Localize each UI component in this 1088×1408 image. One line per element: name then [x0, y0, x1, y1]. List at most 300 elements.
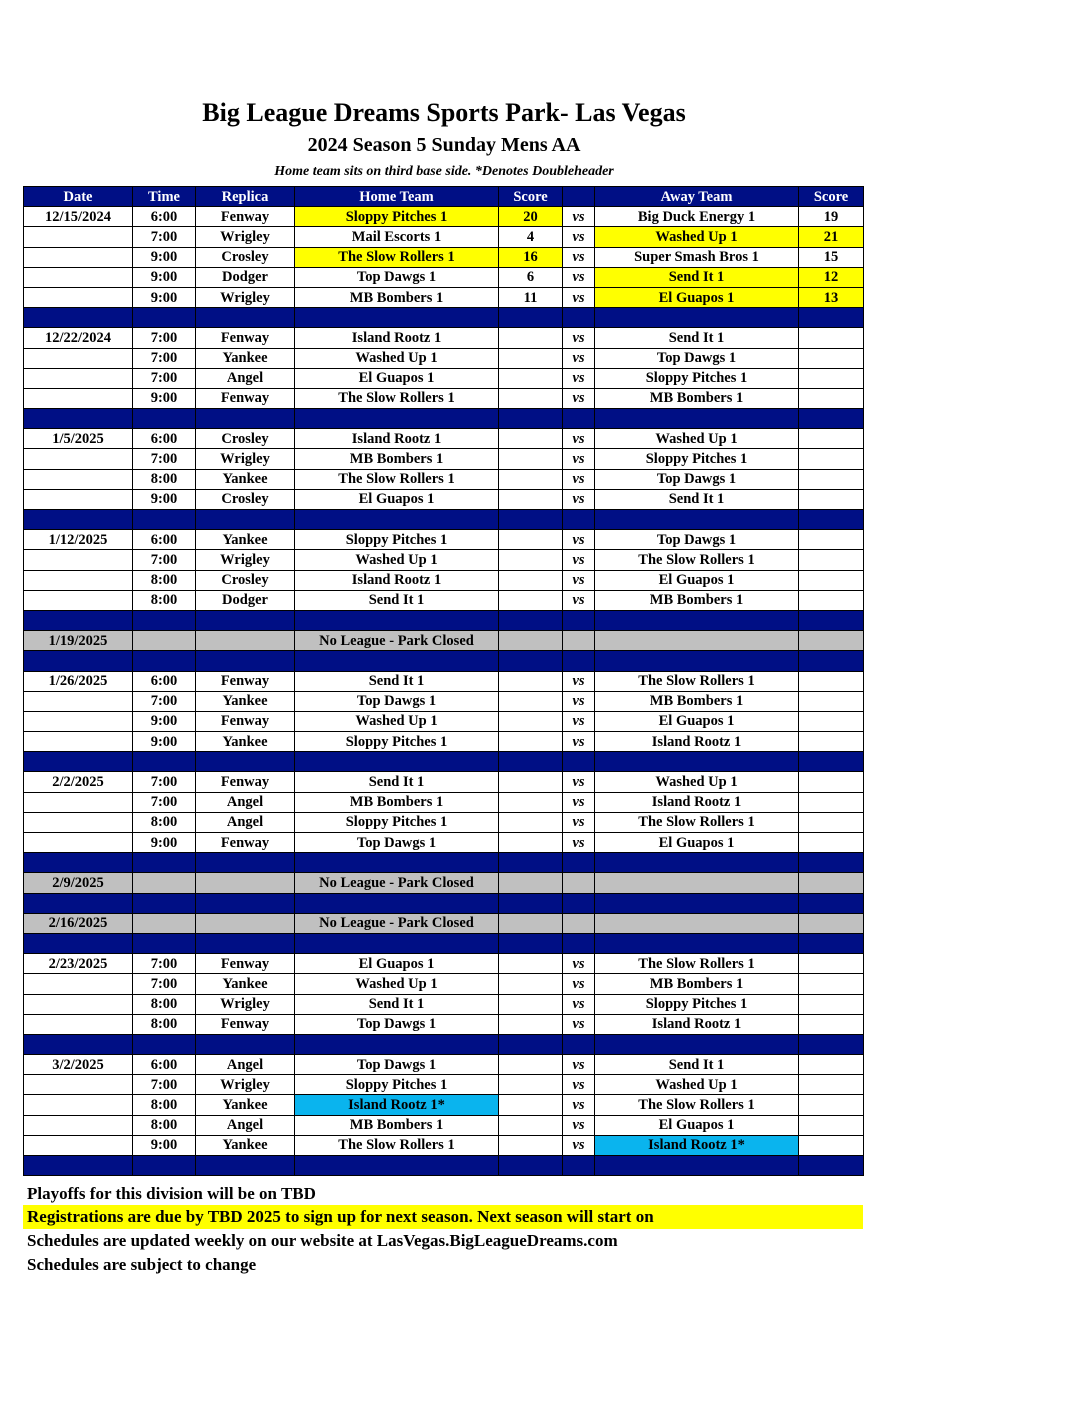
empty-cell: [595, 631, 799, 651]
website-note: Schedules are updated weekly on our website at LasVegas.BigLeagueDreams.com: [27, 1231, 618, 1250]
vs-cell: vs: [563, 207, 595, 227]
separator-cell: [499, 308, 563, 328]
home-team-cell: Island Rootz 1: [295, 570, 499, 590]
date-cell: 3/2/2025: [24, 1055, 133, 1075]
home-team-cell: Washed Up 1: [295, 348, 499, 368]
home-score-cell: [499, 489, 563, 509]
away-score-cell: [799, 772, 864, 792]
home-score-cell: 20: [499, 207, 563, 227]
vs-cell: vs: [563, 247, 595, 267]
col-header-away-team: Away Team: [595, 187, 799, 207]
empty-cell: [499, 873, 563, 893]
time-cell: 9:00: [133, 1135, 196, 1155]
time-cell: 6:00: [133, 207, 196, 227]
replica-cell: Fenway: [196, 1014, 295, 1034]
time-cell: 6:00: [133, 671, 196, 691]
home-team-cell: MB Bombers 1: [295, 1115, 499, 1135]
date-cell: [24, 348, 133, 368]
date-cell: [24, 287, 133, 307]
separator-cell: [799, 610, 864, 630]
vs-cell: vs: [563, 994, 595, 1014]
away-team-cell: Island Rootz 1: [595, 732, 799, 752]
date-cell: [24, 449, 133, 469]
time-cell: 9:00: [133, 247, 196, 267]
time-cell: 6:00: [133, 1055, 196, 1075]
home-team-cell: Sloppy Pitches 1: [295, 812, 499, 832]
separator-cell: [196, 308, 295, 328]
game-row: [24, 267, 864, 287]
away-score-cell: [799, 469, 864, 489]
replica-cell: [196, 873, 295, 893]
time-cell: 7:00: [133, 348, 196, 368]
separator-cell: [295, 1034, 499, 1054]
away-score-cell: [799, 974, 864, 994]
away-team-cell: Send It 1: [595, 328, 799, 348]
away-score-cell: 15: [799, 247, 864, 267]
time-cell: [133, 913, 196, 933]
home-score-cell: [499, 368, 563, 388]
home-team-cell: The Slow Rollers 1: [295, 1135, 499, 1155]
date-cell: 2/9/2025: [24, 873, 133, 893]
separator-cell: [499, 610, 563, 630]
home-score-cell: [499, 550, 563, 570]
separator-cell: [24, 1156, 133, 1176]
separator-cell: [595, 893, 799, 913]
away-score-cell: 12: [799, 267, 864, 287]
replica-cell: Wrigley: [196, 227, 295, 247]
date-cell: 2/2/2025: [24, 772, 133, 792]
away-score-cell: 19: [799, 207, 864, 227]
separator-cell: [499, 651, 563, 671]
home-team-cell: Top Dawgs 1: [295, 1014, 499, 1034]
away-score-cell: [799, 1055, 864, 1075]
replica-cell: [196, 631, 295, 651]
empty-cell: [595, 913, 799, 933]
away-score-cell: [799, 449, 864, 469]
replica-cell: Yankee: [196, 1135, 295, 1155]
time-cell: 7:00: [133, 792, 196, 812]
away-team-cell: MB Bombers 1: [595, 388, 799, 408]
date-cell: [24, 711, 133, 731]
separator-cell: [295, 933, 499, 953]
game-row: [24, 429, 864, 449]
replica-cell: Yankee: [196, 348, 295, 368]
home-score-cell: [499, 1075, 563, 1095]
separator-cell: [563, 752, 595, 772]
separator-cell: [133, 933, 196, 953]
home-score-cell: [499, 328, 563, 348]
playoffs-note: Playoffs for this division will be on TBD: [27, 1184, 316, 1203]
col-header-vs: [563, 187, 595, 207]
home-score-cell: [499, 388, 563, 408]
away-team-cell: Send It 1: [595, 1055, 799, 1075]
replica-cell: Crosley: [196, 489, 295, 509]
time-cell: 7:00: [133, 368, 196, 388]
separator-row: [24, 1034, 864, 1054]
home-team-cell: Send It 1: [295, 590, 499, 610]
away-team-cell: Island Rootz 1: [595, 792, 799, 812]
replica-cell: Wrigley: [196, 287, 295, 307]
separator-cell: [595, 308, 799, 328]
date-cell: 12/22/2024: [24, 328, 133, 348]
vs-cell: vs: [563, 1014, 595, 1034]
date-cell: [24, 247, 133, 267]
home-score-cell: [499, 1135, 563, 1155]
separator-cell: [196, 933, 295, 953]
home-team-cell: Top Dawgs 1: [295, 691, 499, 711]
away-team-cell: The Slow Rollers 1: [595, 1095, 799, 1115]
away-score-cell: [799, 348, 864, 368]
home-score-cell: [499, 772, 563, 792]
closed-row: [24, 873, 864, 893]
separator-cell: [563, 1034, 595, 1054]
away-score-cell: 13: [799, 287, 864, 307]
separator-cell: [595, 752, 799, 772]
separator-cell: [295, 893, 499, 913]
replica-cell: Crosley: [196, 247, 295, 267]
away-score-cell: 21: [799, 227, 864, 247]
separator-cell: [24, 1034, 133, 1054]
home-score-cell: [499, 1014, 563, 1034]
home-team-cell: Send It 1: [295, 671, 499, 691]
separator-cell: [133, 651, 196, 671]
separator-cell: [799, 893, 864, 913]
away-team-cell: Island Rootz 1: [595, 1014, 799, 1034]
date-cell: 2/16/2025: [24, 913, 133, 933]
separator-cell: [595, 651, 799, 671]
away-team-cell: El Guapos 1: [595, 711, 799, 731]
col-header-date: Date: [24, 187, 133, 207]
separator-cell: [499, 893, 563, 913]
separator-cell: [196, 1034, 295, 1054]
away-team-cell: MB Bombers 1: [595, 590, 799, 610]
home-score-cell: [499, 590, 563, 610]
away-score-cell: [799, 833, 864, 853]
vs-cell: vs: [563, 812, 595, 832]
away-score-cell: [799, 1075, 864, 1095]
home-score-cell: [499, 812, 563, 832]
vs-cell: vs: [563, 772, 595, 792]
time-cell: 8:00: [133, 590, 196, 610]
away-score-cell: [799, 994, 864, 1014]
time-cell: 7:00: [133, 1075, 196, 1095]
game-row: [24, 590, 864, 610]
vs-cell: vs: [563, 691, 595, 711]
separator-cell: [499, 1034, 563, 1054]
vs-cell: vs: [563, 1075, 595, 1095]
time-cell: 7:00: [133, 550, 196, 570]
separator-cell: [295, 510, 499, 530]
separator-cell: [499, 933, 563, 953]
empty-cell: [563, 913, 595, 933]
home-team-cell: MB Bombers 1: [295, 449, 499, 469]
home-team-cell: Island Rootz 1*: [295, 1095, 499, 1115]
away-team-cell: The Slow Rollers 1: [595, 954, 799, 974]
vs-cell: vs: [563, 1135, 595, 1155]
date-cell: 1/26/2025: [24, 671, 133, 691]
separator-cell: [24, 651, 133, 671]
separator-cell: [295, 610, 499, 630]
replica-cell: Fenway: [196, 207, 295, 227]
col-header-time: Time: [133, 187, 196, 207]
home-score-cell: 16: [499, 247, 563, 267]
vs-cell: vs: [563, 530, 595, 550]
away-score-cell: [799, 711, 864, 731]
vs-cell: vs: [563, 388, 595, 408]
replica-cell: Wrigley: [196, 1075, 295, 1095]
separator-cell: [799, 651, 864, 671]
date-cell: [24, 792, 133, 812]
home-score-cell: 6: [499, 267, 563, 287]
separator-cell: [24, 409, 133, 429]
registration-note: Registrations are due by TBD 2025 to sign up for next season. Next season will start on: [23, 1205, 863, 1229]
away-score-cell: [799, 489, 864, 509]
replica-cell: Wrigley: [196, 550, 295, 570]
away-score-cell: [799, 691, 864, 711]
vs-cell: vs: [563, 1055, 595, 1075]
away-team-cell: The Slow Rollers 1: [595, 550, 799, 570]
home-team-cell: Island Rootz 1: [295, 328, 499, 348]
away-team-cell: Top Dawgs 1: [595, 530, 799, 550]
page-subtitle: 2024 Season 5 Sunday Mens AA: [307, 134, 581, 156]
away-score-cell: [799, 550, 864, 570]
away-score-cell: [799, 570, 864, 590]
separator-cell: [595, 853, 799, 873]
game-row: [24, 1075, 864, 1095]
time-cell: 7:00: [133, 691, 196, 711]
game-row: [24, 833, 864, 853]
away-team-cell: Sloppy Pitches 1: [595, 368, 799, 388]
empty-cell: [499, 631, 563, 651]
home-score-cell: [499, 1055, 563, 1075]
game-row: [24, 348, 864, 368]
time-cell: 8:00: [133, 1095, 196, 1115]
replica-cell: Wrigley: [196, 449, 295, 469]
time-cell: 7:00: [133, 954, 196, 974]
home-team-cell: Send It 1: [295, 994, 499, 1014]
date-cell: [24, 469, 133, 489]
separator-cell: [563, 308, 595, 328]
home-score-cell: [499, 1115, 563, 1135]
separator-cell: [499, 409, 563, 429]
away-score-cell: [799, 429, 864, 449]
home-score-cell: [499, 1095, 563, 1115]
home-team-cell: El Guapos 1: [295, 954, 499, 974]
time-cell: 9:00: [133, 388, 196, 408]
date-cell: 1/19/2025: [24, 631, 133, 651]
separator-cell: [295, 308, 499, 328]
game-row: [24, 812, 864, 832]
vs-cell: vs: [563, 711, 595, 731]
separator-cell: [24, 933, 133, 953]
home-team-cell: El Guapos 1: [295, 489, 499, 509]
home-team-cell: Mail Escorts 1: [295, 227, 499, 247]
time-cell: 7:00: [133, 974, 196, 994]
vs-cell: vs: [563, 267, 595, 287]
separator-cell: [595, 1034, 799, 1054]
home-team-cell: Washed Up 1: [295, 550, 499, 570]
schedule-note: Home team sits on third base side. *Denotes Doubleheader: [274, 164, 614, 179]
away-team-cell: Send It 1: [595, 267, 799, 287]
vs-cell: vs: [563, 732, 595, 752]
replica-cell: Fenway: [196, 954, 295, 974]
separator-cell: [563, 610, 595, 630]
schedule-body: [24, 207, 864, 1176]
closed-text: No League - Park Closed: [295, 913, 499, 933]
home-score-cell: [499, 833, 563, 853]
separator-cell: [133, 1034, 196, 1054]
separator-cell: [133, 752, 196, 772]
separator-cell: [133, 510, 196, 530]
empty-cell: [499, 913, 563, 933]
game-row: [24, 1135, 864, 1155]
separator-row: [24, 893, 864, 913]
away-team-cell: Big Duck Energy 1: [595, 207, 799, 227]
separator-cell: [563, 933, 595, 953]
separator-cell: [196, 752, 295, 772]
away-score-cell: [799, 388, 864, 408]
replica-cell: Yankee: [196, 691, 295, 711]
away-score-cell: [799, 671, 864, 691]
game-row: [24, 489, 864, 509]
game-row: [24, 530, 864, 550]
game-row: [24, 792, 864, 812]
time-cell: 9:00: [133, 489, 196, 509]
home-team-cell: MB Bombers 1: [295, 287, 499, 307]
away-team-cell: El Guapos 1: [595, 833, 799, 853]
time-cell: 9:00: [133, 287, 196, 307]
replica-cell: Yankee: [196, 1095, 295, 1115]
separator-row: [24, 651, 864, 671]
separator-row: [24, 752, 864, 772]
separator-cell: [799, 1156, 864, 1176]
separator-cell: [563, 893, 595, 913]
away-team-cell: Washed Up 1: [595, 1075, 799, 1095]
away-team-cell: Send It 1: [595, 489, 799, 509]
change-note: Schedules are subject to change: [27, 1255, 257, 1274]
game-row: [24, 1014, 864, 1034]
time-cell: 7:00: [133, 449, 196, 469]
separator-cell: [799, 1034, 864, 1054]
game-row: [24, 1115, 864, 1135]
time-cell: 8:00: [133, 570, 196, 590]
separator-cell: [799, 409, 864, 429]
time-cell: [133, 873, 196, 893]
date-cell: [24, 590, 133, 610]
vs-cell: vs: [563, 590, 595, 610]
away-team-cell: Top Dawgs 1: [595, 348, 799, 368]
separator-cell: [295, 651, 499, 671]
away-score-cell: [799, 1014, 864, 1034]
vs-cell: vs: [563, 550, 595, 570]
home-score-cell: [499, 348, 563, 368]
date-cell: [24, 1014, 133, 1034]
time-cell: 9:00: [133, 732, 196, 752]
game-row: [24, 974, 864, 994]
time-cell: 9:00: [133, 711, 196, 731]
closed-text: No League - Park Closed: [295, 873, 499, 893]
home-score-cell: [499, 570, 563, 590]
replica-cell: Angel: [196, 368, 295, 388]
home-score-cell: [499, 691, 563, 711]
vs-cell: vs: [563, 833, 595, 853]
game-row: [24, 227, 864, 247]
date-cell: 12/15/2024: [24, 207, 133, 227]
separator-cell: [133, 853, 196, 873]
separator-cell: [799, 752, 864, 772]
date-cell: [24, 267, 133, 287]
separator-cell: [799, 308, 864, 328]
replica-cell: [196, 913, 295, 933]
separator-row: [24, 1156, 864, 1176]
vs-cell: vs: [563, 449, 595, 469]
empty-cell: [799, 873, 864, 893]
game-row: [24, 247, 864, 267]
home-score-cell: [499, 449, 563, 469]
away-score-cell: [799, 328, 864, 348]
home-team-cell: Top Dawgs 1: [295, 1055, 499, 1075]
date-cell: [24, 570, 133, 590]
home-team-cell: MB Bombers 1: [295, 792, 499, 812]
date-cell: [24, 833, 133, 853]
replica-cell: Crosley: [196, 429, 295, 449]
time-cell: 9:00: [133, 267, 196, 287]
separator-cell: [799, 510, 864, 530]
col-header-replica: Replica: [196, 187, 295, 207]
separator-cell: [196, 1156, 295, 1176]
closed-row: [24, 913, 864, 933]
separator-row: [24, 933, 864, 953]
date-cell: [24, 227, 133, 247]
vs-cell: vs: [563, 570, 595, 590]
replica-cell: Fenway: [196, 772, 295, 792]
separator-cell: [24, 308, 133, 328]
col-header-home-team: Home Team: [295, 187, 499, 207]
date-cell: [24, 1095, 133, 1115]
vs-cell: vs: [563, 227, 595, 247]
separator-row: [24, 409, 864, 429]
empty-cell: [563, 631, 595, 651]
home-team-cell: The Slow Rollers 1: [295, 469, 499, 489]
vs-cell: vs: [563, 469, 595, 489]
game-row: [24, 994, 864, 1014]
home-team-cell: El Guapos 1: [295, 368, 499, 388]
time-cell: 8:00: [133, 994, 196, 1014]
vs-cell: vs: [563, 974, 595, 994]
home-score-cell: [499, 671, 563, 691]
away-score-cell: [799, 1095, 864, 1115]
separator-cell: [133, 1156, 196, 1176]
empty-cell: [563, 873, 595, 893]
home-team-cell: The Slow Rollers 1: [295, 247, 499, 267]
separator-cell: [196, 651, 295, 671]
separator-cell: [563, 651, 595, 671]
away-team-cell: Top Dawgs 1: [595, 469, 799, 489]
separator-cell: [563, 510, 595, 530]
separator-row: [24, 610, 864, 630]
away-team-cell: Super Smash Bros 1: [595, 247, 799, 267]
away-team-cell: Sloppy Pitches 1: [595, 449, 799, 469]
home-team-cell: Island Rootz 1: [295, 429, 499, 449]
home-team-cell: Washed Up 1: [295, 711, 499, 731]
home-team-cell: The Slow Rollers 1: [295, 388, 499, 408]
away-score-cell: [799, 1115, 864, 1135]
separator-cell: [295, 853, 499, 873]
replica-cell: Wrigley: [196, 994, 295, 1014]
game-row: [24, 1095, 864, 1115]
away-score-cell: [799, 530, 864, 550]
vs-cell: vs: [563, 368, 595, 388]
